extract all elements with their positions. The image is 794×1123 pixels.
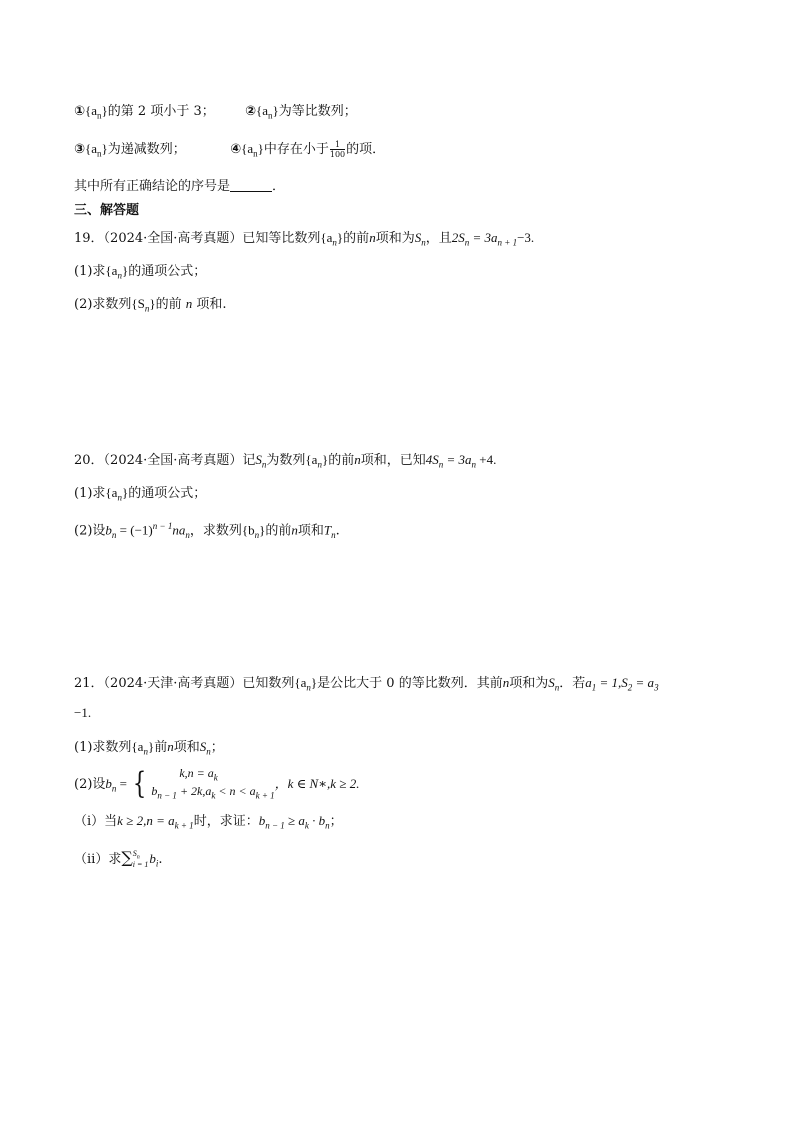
q21-stem: 21．（2024·天津·高考真题）已知数列$\{a_n\}$是公比大于 0 的等比数列．其前n项和为$S_n$．若$a_1 = 1,S_2 = a_3$ — [74, 675, 659, 693]
q19-stem: 19．（2024·全国·高考真题）已知等比数列$\{a_n\}$的前n项和为$S_n$，且$2S_n = 3a_{n + 1}-3$. — [74, 230, 535, 248]
answer-prompt: 其中所有正确结论的序号是 ． — [74, 179, 286, 194]
option-text: 为递减数列； — [107, 142, 186, 157]
piecewise-definition: { $k,n = a_k$ $b_{n - 1} + 2k,a_k < n < a_{k + 1}$ — [133, 766, 275, 802]
q19-part1: (1)求$\{a_n\}$的通项公式； — [74, 263, 207, 281]
option-marker: ③ — [74, 142, 86, 157]
summation-symbol: ∑ — [121, 848, 133, 867]
option-row-2: $③\{a_n\}$为递减数列； $④\{a_n\}$中存在小于 $\frac{1}{100}$ 的项． — [74, 140, 386, 159]
option-marker: ② — [245, 104, 257, 119]
q21-part2: (2)设$b_n$ = { $k,n = a_k$ $b_{n - 1} + 2k,a_k < n < a_{k + 1}$ ，k ∈ N∗,k ≥ 2. — [74, 766, 360, 802]
option-text: 为等比数列； — [278, 104, 357, 119]
summation-limits: $S_n$ i = 1 — [132, 848, 149, 870]
answer-blank[interactable] — [230, 179, 272, 192]
q19-part2: (2)求数列$\{S_n\}$的前 n 项和. — [74, 296, 227, 314]
left-brace: { — [133, 766, 147, 802]
q21-subpart-i: （ⅰ）当$k \ge 2,n = a_{k + 1}$时，求证：$b_{n - 1} \ge a_k \cdot b_n$； — [74, 813, 343, 831]
fraction: $\frac{1}{100}$ — [329, 140, 346, 159]
q20-part2: (2)设$b_n = (-1)^{n - 1}na_n$，求数列$\{b_n\}$的前n项和$T_n$. — [74, 521, 340, 540]
q21-stem-cont: −1. — [74, 705, 92, 720]
q21-subpart-ii: （ⅱ）求∑ $S_n$ i = 1 $b_i$. — [74, 848, 163, 870]
section-heading: 三、解答题 — [74, 203, 140, 218]
option-marker: ④ — [230, 142, 242, 157]
option-text: 的第 2 项小于 3； — [107, 104, 215, 119]
option-row-1: $①\{a_n\}$的第 2 项小于 3； $②\{a_n\}$为等比数列； — [74, 103, 357, 121]
option-marker: ① — [74, 104, 86, 119]
q21-part1: (1)求数列$\{a_n\}$前n项和$S_n$； — [74, 739, 224, 757]
q20-part1: (1)求$\{a_n\}$的通项公式； — [74, 485, 207, 503]
q20-stem: 20．（2024·全国·高考真题）记$S_n$为数列$\{a_n\}$的前n项和，已知$4S_n = 3a_n +4$. — [74, 452, 497, 470]
